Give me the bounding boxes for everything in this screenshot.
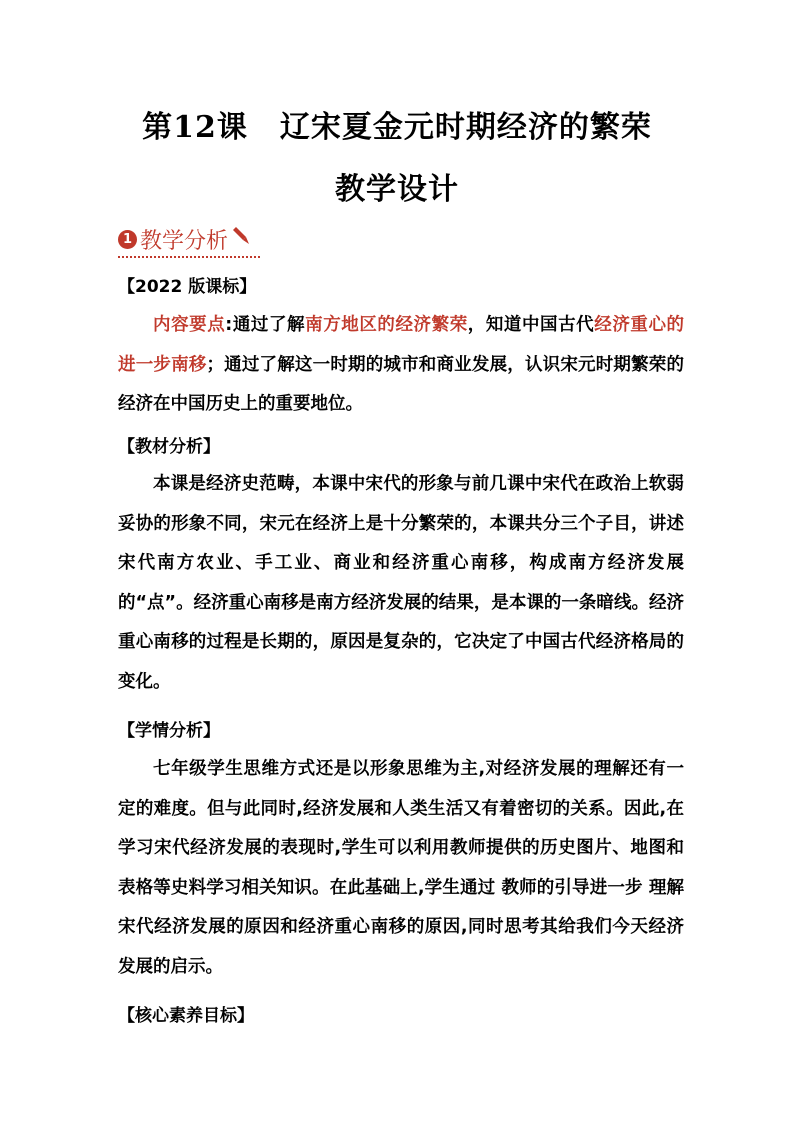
core-literacy-heading: 【核心素养目标】: [118, 1006, 254, 1026]
highlight-center-shift: 经济重心的进一步南移: [118, 315, 685, 375]
section-heading-analysis: [118, 222, 252, 256]
learner-analysis-paragraph: 七年级学生思维方式还是以形象思维为主,对经济发展的理解还有一定的难度。但与此同时,经济发展和人类生活又有着密切的关系。因此,在学习宋代经济发展的表现时,学生可以利用教师提供的历史图片、地图和表格等史料学习相关知识。在此基础上,学生通过 教师的引导进一步 理解宋代经济发展的原因和经济重心南移的原因,同时思考其给我们今天经济发展的启示。: [118, 759, 684, 977]
learner-analysis-heading: 【学情分析】: [118, 721, 220, 741]
section-number-badge: 1: [118, 230, 137, 249]
lesson-number: 第12课: [142, 110, 248, 145]
curriculum-heading: 【2022 版课标】: [118, 277, 257, 297]
pencil-icon: [230, 225, 252, 253]
document-title: [0, 102, 794, 146]
curriculum-paragraph: 内容要点:通过了解南方地区的经济繁荣，知道中国古代经济重心的进一步南移；通过了解这一时期的城市和商业发展，认识宋元时期繁荣的经济在中国历史上的重要地位。: [118, 315, 685, 414]
lesson-topic: 辽宋夏金元时期经济的繁荣: [279, 110, 652, 145]
textbook-analysis-paragraph: 本课是经济史范畴，本课中宋代的形象与前几课中宋代在政治上软弱妥协的形象不同，宋元在经济上是十分繁荣的，本课共分三个子目，讲述宋代南方农业、手工业、商业和经济重心南移，构成南方经济发展的“点”。经济重心南移是南方经济发展的结果，是本课的一条暗线。经济重心南移的过程是长期的，原因是复杂的，它决定了中国古代经济格局的变化。: [118, 474, 684, 692]
section-heading-underline: [118, 256, 260, 258]
key-points-label: 内容要点: [153, 315, 226, 335]
section-heading-label: 教学分析: [140, 228, 229, 254]
highlight-southern-economy: 南方地区的经济繁荣: [305, 315, 468, 335]
document-subtitle: 教学设计: [335, 172, 459, 207]
textbook-analysis-heading: 【教材分析】: [118, 437, 220, 457]
